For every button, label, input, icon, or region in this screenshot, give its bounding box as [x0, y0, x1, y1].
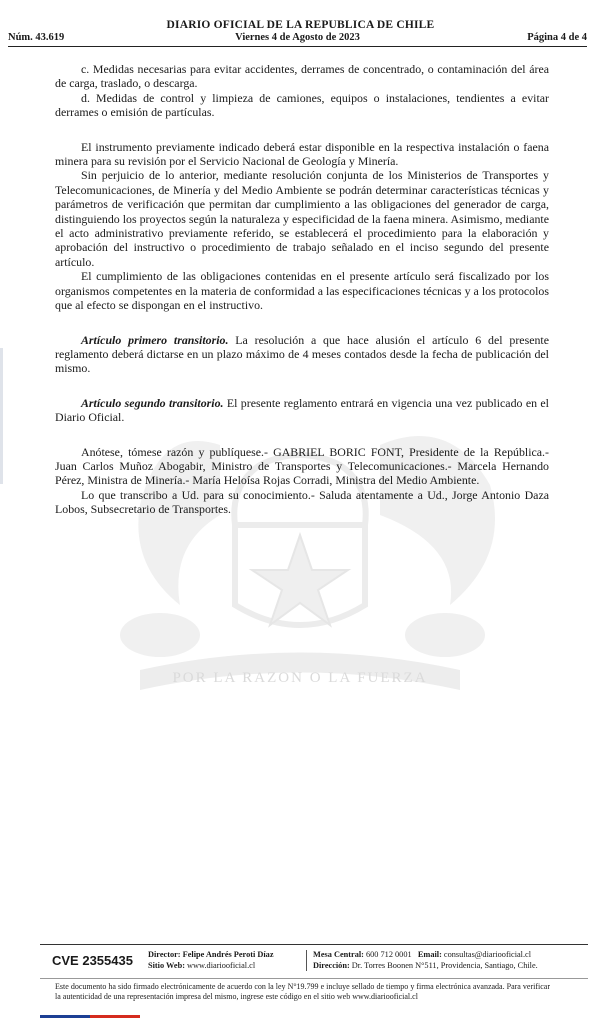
newspaper-title: DIARIO OFICIAL DE LA REPUBLICA DE CHILE: [166, 19, 435, 31]
email-link[interactable]: consultas@diariooficial.cl: [441, 950, 532, 959]
margin-mark: [0, 348, 3, 484]
authenticity-note: Este documento ha sido firmado electrónicamente de acuerdo con la ley N°19.799 e incluye sellado de tiempo y firma electrónica avanzada. Para verificar la autenticidad de una representación impresa del mismo, ingrese este código en el sitio web www.diariooficial.cl: [55, 982, 550, 1001]
flag-blue: [40, 1015, 90, 1018]
document-body: [55, 62, 549, 517]
paragraph: El instrumento previamente indicado deberá estar disponible en la respectiva instalación o faena minera para su revisión por el Servicio Nacional de Geología y Minería.: [55, 139, 549, 169]
paragraph: El cumplimiento de las obligaciones contenidas en el presente artículo será fiscalizado por los organismos competentes en la materia de conformidad a las especificaciones técnicas y a los protocolos que al efecto se dispongan en el instructivo.: [55, 269, 549, 313]
director-name: Felipe Andrés Peroti Díaz: [180, 950, 274, 959]
footer-contact-info: Mesa Central: 600 712 0001 Email: consultas@diariooficial.cl Dirección: Dr. Torres Boonen N°511, Providencia, Santiago, Chile.: [306, 950, 538, 971]
page-number: Página 4 de 4: [527, 32, 587, 43]
item-c: c. Medidas necesarias para evitar accidentes, derrames de concentrado, o contaminación del área de carga, traslado, o descarga.: [55, 62, 549, 91]
signatures-paragraph: Anótese, tómese razón y publíquese.- GABRIEL BORIC FONT, Presidente de la República.- Juan Carlos Muñoz Abogabir, Ministro de Transportes y Telecomunicaciones.- Marcela Hernando Pérez, Ministra de Minería.- María Heloísa Rojas Corradi, Ministra del Medio Ambiente.: [55, 444, 549, 488]
article-heading: Artículo segundo transitorio.: [81, 395, 224, 410]
address: Dr. Torres Boonen N°511, Providencia, Santiago, Chile.: [349, 960, 538, 970]
website-link[interactable]: www.diariooficial.cl: [184, 960, 256, 970]
issue-number: Núm. 43.619: [8, 32, 65, 43]
header-divider: [8, 46, 587, 47]
paragraph: Sin perjuicio de lo anterior, mediante resolución conjunta de los Ministerios de Transportes y Telecomunicaciones, de Minería y del Medio Ambiente se podrán determinar características técnicas y parámetros de verificación que permitan dar cumplimiento a las obligaciones del generador de carga, distinguiendo los proyectos según la naturaleza y especificidad de la faena minera. Asimismo, mediante el acto administrativo previamente referido, se establecerá el procedimiento para la elaboración y aprobación del instructivo o procedimiento de trabajo señalado en el inciso segundo del presente artículo.: [55, 168, 549, 269]
article-first-transitory: [55, 333, 549, 376]
phone-number: 600 712 0001: [363, 950, 412, 959]
flag-red: [90, 1015, 140, 1018]
footer-divider: [40, 944, 588, 945]
footer-publisher-info: Director: Felipe Andrés Peroti Díaz Sitio Web: www.diariooficial.cl: [148, 950, 274, 970]
article-text: La resolución a que hace alusión el artículo 6 del presente reglamento deberá dictarse en un plazo máximo de 4 meses contados desde la fecha de publicación del mismo.: [55, 332, 550, 376]
issue-date: Viernes 4 de Agosto de 2023: [235, 32, 360, 43]
footer-divider: [40, 978, 588, 979]
article-second-transitory: [55, 396, 549, 425]
closing-paragraph: Lo que transcribo a Ud. para su conocimiento.- Saluda atentamente a Ud., Jorge Antonio Daza Lobos, Subsecretario de Transportes.: [55, 487, 549, 517]
item-d: d. Medidas de control y limpieza de camiones, equipos o instalaciones, tendientes a evitar derrames o emisión de partículas.: [55, 90, 549, 120]
motto-text: POR LA RAZON O LA FUERZA: [172, 670, 428, 686]
article-heading: Artículo primero transitorio.: [81, 332, 229, 347]
flag-stripe: [40, 1015, 140, 1018]
cve-code: CVE 2355435: [52, 953, 133, 968]
article-text: El presente reglamento entrará en vigencia una vez publicado en el Diario Oficial.: [55, 395, 549, 425]
